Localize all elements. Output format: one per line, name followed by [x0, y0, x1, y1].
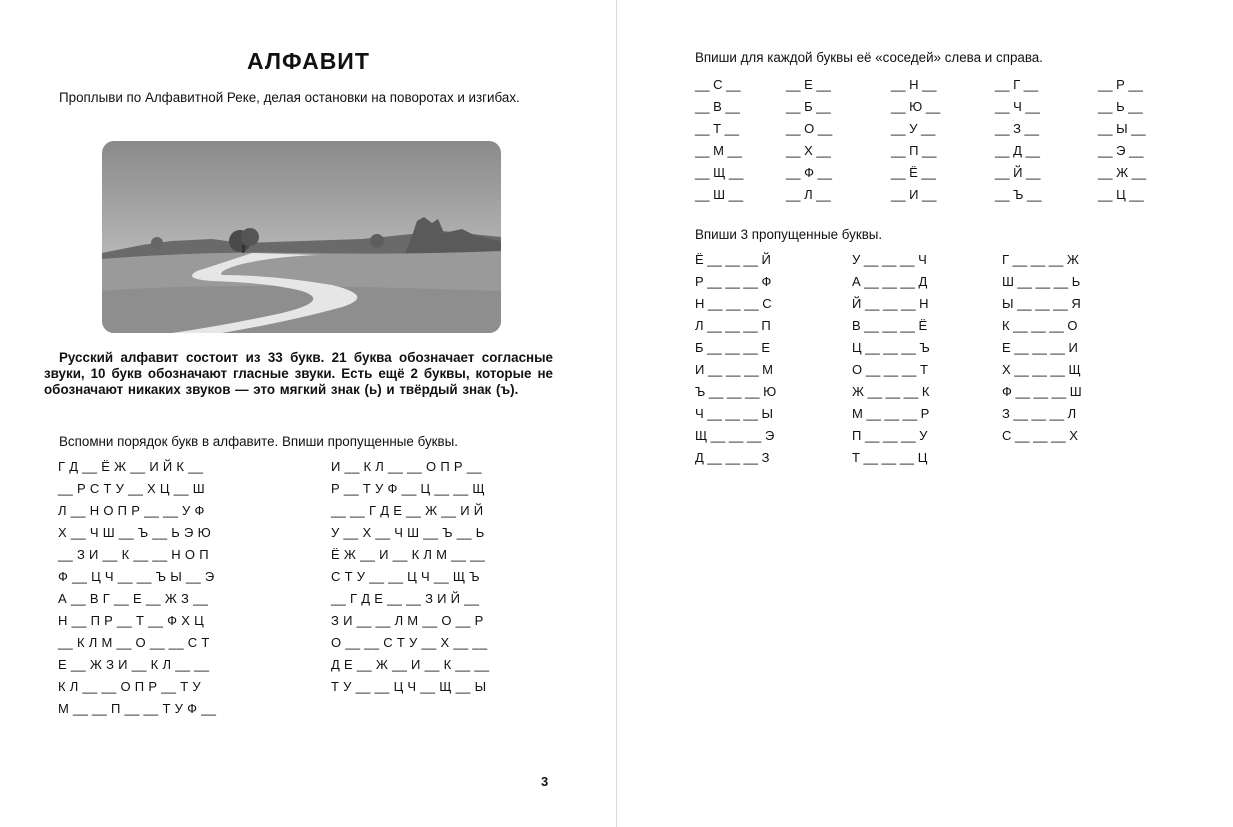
missing-column-3	[1002, 251, 1082, 449]
neighbor-item: __ Щ __	[695, 165, 744, 180]
missing-item: Ч __ __ __ Ы	[695, 406, 773, 421]
missing-item: Й __ __ __ Н	[852, 296, 929, 311]
missing-item: А __ __ __ Д	[852, 274, 928, 289]
letter-row: У __ Х __ Ч Ш __ Ъ __ Ь	[331, 525, 485, 540]
missing-item: У __ __ __ Ч	[852, 252, 927, 267]
neighbor-item: __ Ю __	[891, 99, 941, 114]
letter-row: Ф __ Ц Ч __ __ Ъ Ы __ Э	[58, 569, 215, 584]
missing-item: Т __ __ __ Ц	[852, 450, 928, 465]
neighbor-item: __ Т __	[695, 121, 740, 136]
neighbor-item: __ З __	[995, 121, 1039, 136]
neighbor-item: __ Р __	[1098, 77, 1143, 92]
missing-item: К __ __ __ О	[1002, 318, 1078, 333]
missing-item: Н __ __ __ С	[695, 296, 772, 311]
neighbor-item: __ О __	[786, 121, 833, 136]
letter-row: И __ К Л __ __ О П Р __	[331, 459, 482, 474]
neighbor-item: __ М __	[695, 143, 742, 158]
neighbor-item: __ Ц __	[1098, 187, 1144, 202]
neighbors-column-1	[695, 76, 743, 208]
neighbor-item: __ У __	[891, 121, 936, 136]
neighbor-item: __ Ч __	[995, 99, 1040, 114]
missing-item: П __ __ __ У	[852, 428, 928, 443]
neighbor-item: __ Г __	[995, 77, 1039, 92]
neighbor-item: __ Ж __	[1098, 165, 1147, 180]
missing-item: Е __ __ __ И	[1002, 340, 1078, 355]
neighbor-item: __ Н __	[891, 77, 937, 92]
alphabet-info: Русский алфавит состоит из 33 букв. 21 буква обозначает согласные звуки, 10 букв обозначают гласные звуки. Есть ещё 2 буквы, которые не обозначают никаких звуков — это мягкий знак (ь) и твёрдый знак (ъ).	[44, 350, 553, 397]
letter-row: О __ __ С Т У __ Х __ __	[331, 635, 488, 650]
neighbor-item: __ Ы __	[1098, 121, 1146, 136]
letter-row: Р __ Т У Ф __ Ц __ __ Щ	[331, 481, 485, 496]
letter-row: __ З И __ К __ __ Н О П	[58, 547, 209, 562]
missing-item: Х __ __ __ Щ	[1002, 362, 1081, 377]
letter-row: __ Р С Т У __ Х Ц __ Ш	[58, 481, 205, 496]
letter-row: С Т У __ __ Ц Ч __ Щ Ъ	[331, 569, 480, 584]
missing-item: Д __ __ __ З	[695, 450, 770, 465]
missing-item: Щ __ __ __ Э	[695, 428, 775, 443]
neighbors-task-text: Впиши для каждой буквы её «соседей» слева и справа.	[695, 50, 1043, 65]
missing-item: Ё __ __ __ Й	[695, 252, 771, 267]
letter-row: __ __ Г Д Е __ Ж __ И Й	[331, 503, 484, 518]
letter-row: Т У __ __ Ц Ч __ Щ __ Ы	[331, 679, 487, 694]
river-illustration	[102, 141, 501, 333]
missing-item: Ц __ __ __ Ъ	[852, 340, 930, 355]
missing-item: О __ __ __ Т	[852, 362, 928, 377]
missing-item: Б __ __ __ Е	[695, 340, 771, 355]
missing-item: Ж __ __ __ К	[852, 384, 930, 399]
neighbor-item: __ Й __	[995, 165, 1041, 180]
letter-row: К Л __ __ О П Р __ Т У	[58, 679, 201, 694]
letter-row: Д Е __ Ж __ И __ К __ __	[331, 657, 490, 672]
missing-item: Ш __ __ __ Ь	[1002, 274, 1081, 289]
letter-row: Х __ Ч Ш __ Ъ __ Ь Э Ю	[58, 525, 212, 540]
missing-item: Ъ __ __ __ Ю	[695, 384, 777, 399]
missing-item: М __ __ __ Р	[852, 406, 930, 421]
neighbors-column-2	[786, 76, 832, 208]
letter-row: Л __ Н О П Р __ __ У Ф	[58, 503, 205, 518]
neighbor-item: __ Л __	[786, 187, 831, 202]
missing-item: В __ __ __ Ё	[852, 318, 928, 333]
neighbor-item: __ Ё __	[891, 165, 936, 180]
page-divider	[616, 0, 617, 827]
neighbor-item: __ Э __	[1098, 143, 1144, 158]
neighbor-item: __ Ъ __	[995, 187, 1042, 202]
letter-row: М __ __ П __ __ Т У Ф __	[58, 701, 217, 716]
missing-item: Ы __ __ __ Я	[1002, 296, 1081, 311]
order-column-1	[58, 458, 216, 722]
neighbor-item: __ Ь __	[1098, 99, 1143, 114]
neighbor-item: __ Е __	[786, 77, 831, 92]
missing-item: Р __ __ __ Ф	[695, 274, 772, 289]
missing-column-1	[695, 251, 776, 471]
missing-item: З __ __ __ Л	[1002, 406, 1077, 421]
missing-item: Ф __ __ __ Ш	[1002, 384, 1082, 399]
letter-row: Ё Ж __ И __ К Л М __ __	[331, 547, 486, 562]
letter-row: __ Г Д Е __ __ З И Й __	[331, 591, 480, 606]
neighbor-item: __ Ш __	[695, 187, 744, 202]
order-column-2	[331, 458, 489, 700]
neighbor-item: __ С __	[695, 77, 741, 92]
task-order-text: Вспомни порядок букв в алфавите. Впиши пропущенные буквы.	[59, 434, 458, 449]
missing-item: С __ __ __ Х	[1002, 428, 1078, 443]
neighbor-item: __ В __	[695, 99, 740, 114]
letter-row: __ К Л М __ О __ __ С Т	[58, 635, 210, 650]
intro-text: Проплыви по Алфавитной Реке, делая остановки на поворотах и изгибах.	[59, 90, 520, 105]
missing-item: Л __ __ __ П	[695, 318, 771, 333]
neighbors-column-3	[891, 76, 940, 208]
missing-item: И __ __ __ М	[695, 362, 773, 377]
page-number: 3	[541, 774, 549, 789]
neighbor-item: __ Б __	[786, 99, 831, 114]
letter-row: Н __ П Р __ Т __ Ф Х Ц	[58, 613, 205, 628]
letter-row: А __ В Г __ Е __ Ж З __	[58, 591, 209, 606]
neighbor-item: __ П __	[891, 143, 937, 158]
neighbor-item: __ И __	[891, 187, 937, 202]
letter-row: Г Д __ Ё Ж __ И Й К __	[58, 459, 204, 474]
neighbors-column-4	[995, 76, 1041, 208]
neighbor-item: __ Ф __	[786, 165, 833, 180]
neighbor-item: __ Х __	[786, 143, 831, 158]
letter-row: З И __ __ Л М __ О __ Р	[331, 613, 484, 628]
neighbor-item: __ Д __	[995, 143, 1040, 158]
neighbors-column-5	[1098, 76, 1146, 208]
letter-row: Е __ Ж З И __ К Л __ __	[58, 657, 210, 672]
missing-task-text: Впиши 3 пропущенные буквы.	[695, 227, 883, 242]
missing-column-2	[852, 251, 930, 471]
missing-item: Г __ __ __ Ж	[1002, 252, 1079, 267]
page-title: АЛФАВИТ	[247, 48, 370, 74]
